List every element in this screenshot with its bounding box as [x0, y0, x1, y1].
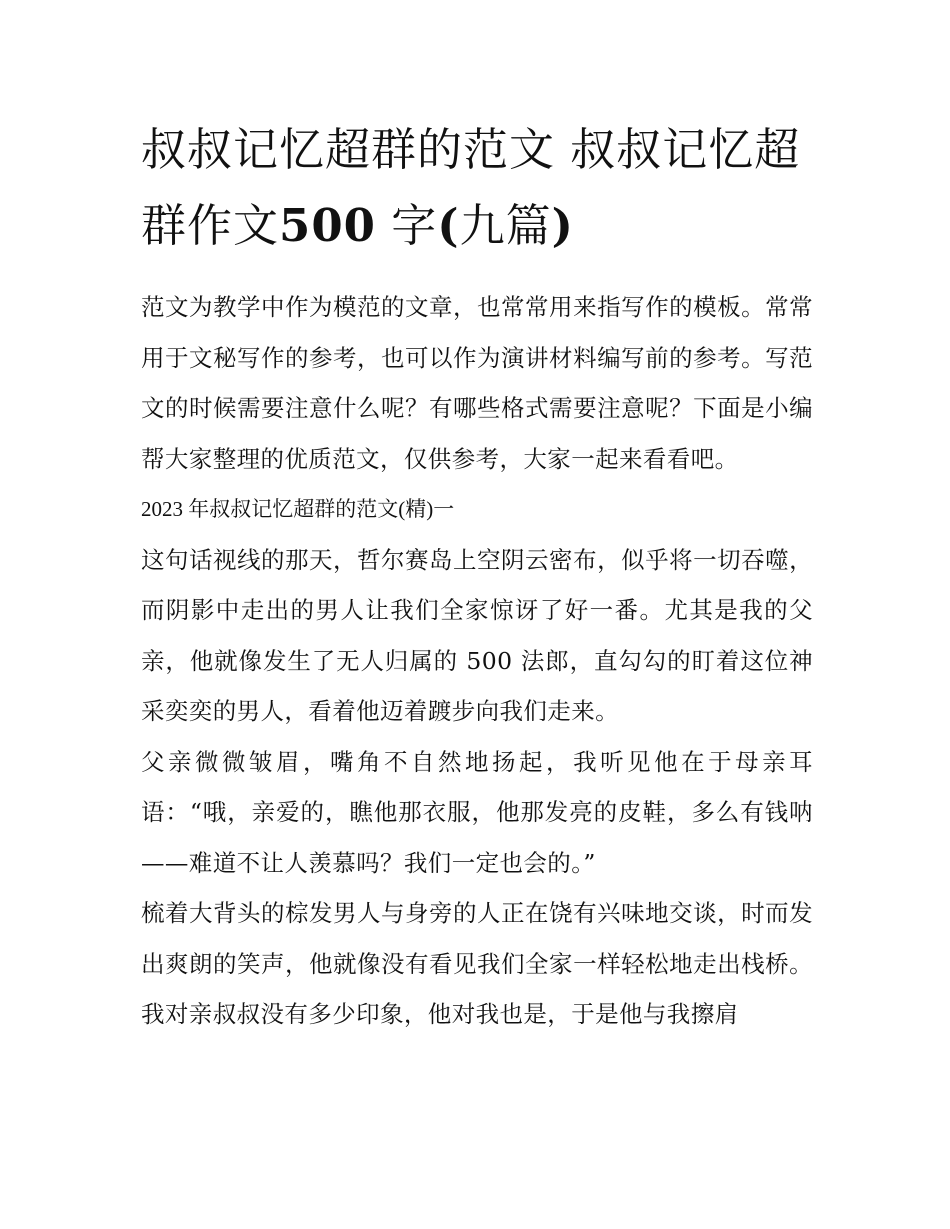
document-body	[141, 282, 813, 1040]
title-text-part-1: 叔叔记忆超群的范文 叔叔记忆超群作文	[141, 123, 801, 252]
title-paren-close: )	[551, 199, 574, 252]
section-heading: 2023 年叔叔记忆超群的范文(精)一	[141, 497, 455, 521]
document-page	[141, 112, 813, 1040]
body-paragraph-1: 这句话视线的那天，哲尔赛岛上空阴云密布，似乎将一切吞噬，而阴影中走出的男人让我们全家惊讶了好一番。尤其是我的父亲，他就像发生了无人归属的 500 法郎，直勾勾的盯着这位神采奕奕的男人，看着他迈着踱步向我们走来。	[141, 545, 813, 725]
body-paragraph-2: 父亲微微皱眉，嘴角不自然地扬起，我听见他在于母亲耳语：“哦，亲爱的，瞧他那衣服，他那发亮的皮鞋，多么有钱呐——难道不让人羡慕吗？我们一定也会的。”	[141, 747, 813, 877]
title-text-part-2: 字	[375, 199, 438, 252]
body-paragraph-3: 梳着大背头的棕发男人与身旁的人正在饶有兴味地交谈，时而发出爽朗的笑声，他就像没有看见我们全家一样轻松地走出栈桥。我对亲叔叔没有多少印象，他对我也是，于是他与我擦肩	[141, 899, 813, 1028]
title-paren-open: (	[437, 199, 460, 252]
intro-paragraph: 范文为教学中作为模范的文章，也常常用来指写作的模板。常常用于文秘写作的参考，也可以作为演讲材料编写前的参考。写范文的时候需要注意什么呢？有哪些格式需要注意呢？下面是小编帮大家整理的优质范文，仅供参考，大家一起来看看吧。	[141, 293, 813, 473]
title-number: 500	[279, 199, 376, 252]
document-title	[141, 112, 813, 264]
title-text-part-3: 九篇	[459, 199, 552, 252]
